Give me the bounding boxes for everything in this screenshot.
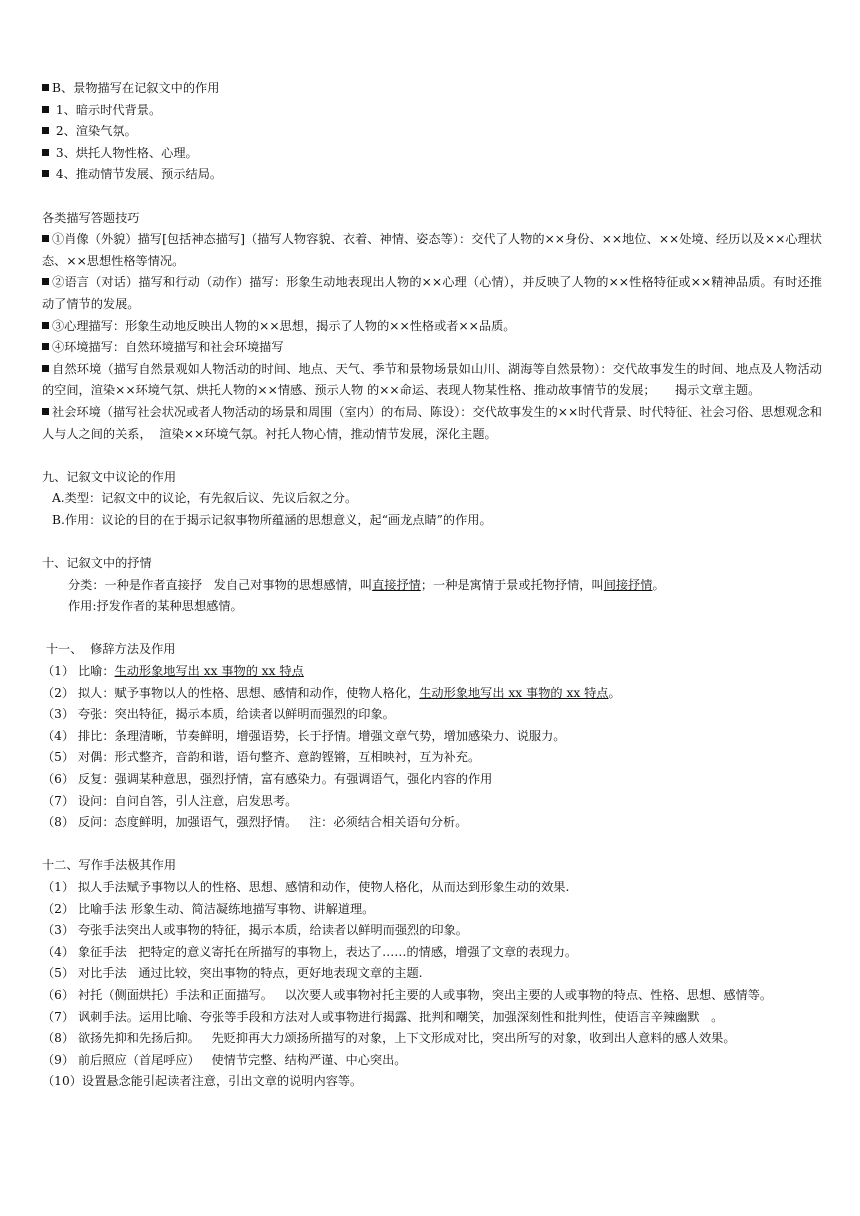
section-10-classification: 分类：一种是作者直接抒 发自己对事物的思想感情，叫直接抒情；一种是寓情于景或托物抒情，叫间接抒情。 bbox=[68, 577, 665, 592]
section-10-effect: 作用:抒发作者的某种思想感情。 bbox=[68, 599, 243, 614]
spacer bbox=[42, 445, 822, 467]
writing-technique-item: （9） 前后照应（首尾呼应） 使情节完整、结构严谨、中心突出。 bbox=[42, 1052, 407, 1067]
rhetoric-item: （4） 排比：条理清晰，节奏鲜明，增强语势，长于抒情。增强文章气势，增加感染力、说服力。 bbox=[42, 728, 566, 743]
rhetoric-item: （2） 拟人：赋予事物以人的性格、思想、感情和动作，使物人格化，生动形象地写出 xx 事物的 xx 特点。 bbox=[42, 685, 621, 700]
section-b-item: 1、暗示时代背景。 bbox=[42, 100, 822, 122]
section-10-title: 十、记叙文中的抒情 bbox=[42, 556, 152, 571]
section-11-title: 十一、 修辞方法及作用 bbox=[45, 642, 176, 657]
spacer bbox=[42, 834, 822, 856]
section-12-title: 十二、写作手法极其作用 bbox=[42, 858, 177, 873]
technique-natural-env: 自然环境（描写自然景观如人物活动的时间、地点、天气、季节和景物场景如山川、湖海等自然景物）：交代故事发生的时间、地点及人物活动的空间，渲染××环境气氛、烘托人物的××情感、预示人物 的××命运、表现人物某性格、推动故事情节的发展； 揭示文章主题。 bbox=[42, 361, 822, 398]
bullet-icon bbox=[42, 106, 49, 113]
section-b-title: B、景物描写在记叙文中的作用 bbox=[42, 78, 822, 100]
section-9-type: A.类型：记叙文中的议论，有先叙后议、先议后叙之分。 bbox=[52, 491, 358, 506]
technique-portrait: ①肖像（外貌）描写[包括神态描写]（描写人物容貌、衣着、神情、姿态等）：交代了人物的××身份、××地位、××处境、经历以及××心理状态、××思想性格等情况。 bbox=[42, 232, 822, 268]
writing-technique-item: （5） 对比手法 通过比较，突出事物的特点，更好地表现文章的主题. bbox=[42, 966, 423, 981]
technique-psychology: ③心理描写：形象生动地反映出人物的××思想，揭示了人物的××性格或者××品质。 bbox=[42, 316, 822, 338]
rhetoric-item: （1） 比喻：生动形象地写出 xx 事物的 xx 特点 bbox=[42, 664, 304, 679]
bullet-icon bbox=[42, 322, 49, 329]
section-b-item: 4、推动情节发展、预示结局。 bbox=[42, 164, 822, 186]
rhetoric-item: （8） 反问：态度鲜明，加强语气，强烈抒情。 注：必须结合相关语句分析。 bbox=[42, 815, 468, 830]
writing-technique-item: （10）设置悬念能引起读者注意，引出文章的说明内容等。 bbox=[42, 1074, 363, 1089]
bullet-icon bbox=[42, 343, 49, 350]
rhetoric-item: （3） 夸张：突出特征，揭示本质，给读者以鲜明而强烈的印象。 bbox=[42, 707, 395, 722]
section-b-item: 2、渲染气氛。 bbox=[42, 121, 822, 143]
writing-technique-item: （7） 讽刺手法。运用比喻、夸张等手段和方法对人或事物进行揭露、批判和嘲笑，加强深刻性和批判性，使语言辛辣幽默 。 bbox=[42, 1009, 724, 1024]
direct-lyric-term: 直接抒情 bbox=[372, 577, 421, 592]
technique-environment: ④环境描写：自然环境描写和社会环境描写 bbox=[42, 337, 822, 359]
section-9-effect: B.作用：议论的目的在于揭示记叙事物所蕴涵的思想意义，起“画龙点睛”的作用。 bbox=[52, 512, 492, 527]
writing-technique-item: （3） 夸张手法突出人或事物的特征，揭示本质，给读者以鲜明而强烈的印象。 bbox=[42, 923, 468, 938]
writing-technique-item: （4） 象征手法 把特定的意义寄托在所描写的事物上，表达了……的情感，增强了文章的表现力。 bbox=[42, 944, 578, 959]
bullet-icon bbox=[42, 365, 49, 372]
rhetoric-item: （7） 设问：自问自答，引人注意，启发思考。 bbox=[42, 793, 298, 808]
writing-technique-item: （1） 拟人手法赋予事物以人的性格、思想、感情和动作，使物人格化，从而达到形象生动的效果. bbox=[42, 879, 570, 894]
section-9-title: 九、记叙文中议论的作用 bbox=[42, 469, 177, 484]
rhetoric-item: （5） 对偶：形式整齐，音韵和谐，语句整齐、意韵铿锵，互相映衬，互为补充。 bbox=[42, 750, 481, 765]
writing-technique-item: （8） 欲扬先抑和先扬后抑。 先贬抑再大力颂扬所描写的对象，上下文形成对比，突出所写的对象，收到出人意料的感人效果。 bbox=[42, 1031, 736, 1046]
technique-dialogue: ②语言（对话）描写和行动（动作）描写：形象生动地表现出人物的××心理（心情），并反映了人物的××性格特征或××精神品质。有时还推动了情节的发展。 bbox=[42, 275, 822, 311]
rhetoric-item: （6） 反复：强调某种意思，强烈抒情，富有感染力。有强调语气，强化内容的作用 bbox=[42, 772, 493, 786]
spacer bbox=[42, 186, 822, 208]
writing-technique-item: （6） 衬托（侧面烘托）手法和正面描写。 以次要人或事物衬托主要的人或事物，突出主要的人或事物的特点、性格、思想、感情等。 bbox=[42, 987, 773, 1002]
bullet-icon bbox=[42, 278, 49, 285]
techniques-heading: 各类描写答题技巧 bbox=[42, 210, 140, 225]
bullet-icon bbox=[42, 84, 49, 91]
technique-social-env: 社会环境（描写社会状况或者人物活动的场景和周围（室内）的布局、陈设）：交代故事发生的××时代背景、时代特征、社会习俗、思想观念和人与人之间的关系， 渲染××环境气氛。衬托人物心情，推动情节发展，深化主题。 bbox=[42, 404, 822, 441]
spacer bbox=[42, 618, 822, 640]
spacer bbox=[42, 531, 822, 553]
bullet-icon bbox=[42, 127, 49, 134]
section-b-item: 3、烘托人物性格、心理。 bbox=[42, 143, 822, 165]
document-page bbox=[42, 78, 822, 1093]
indirect-lyric-term: 间接抒情 bbox=[603, 577, 653, 592]
writing-technique-item: （2） 比喻手法 形象生动、简洁凝练地描写事物、讲解道理。 bbox=[42, 901, 375, 916]
bullet-icon bbox=[42, 170, 49, 177]
bullet-icon bbox=[42, 235, 49, 242]
bullet-icon bbox=[42, 408, 49, 415]
bullet-icon bbox=[42, 149, 49, 156]
